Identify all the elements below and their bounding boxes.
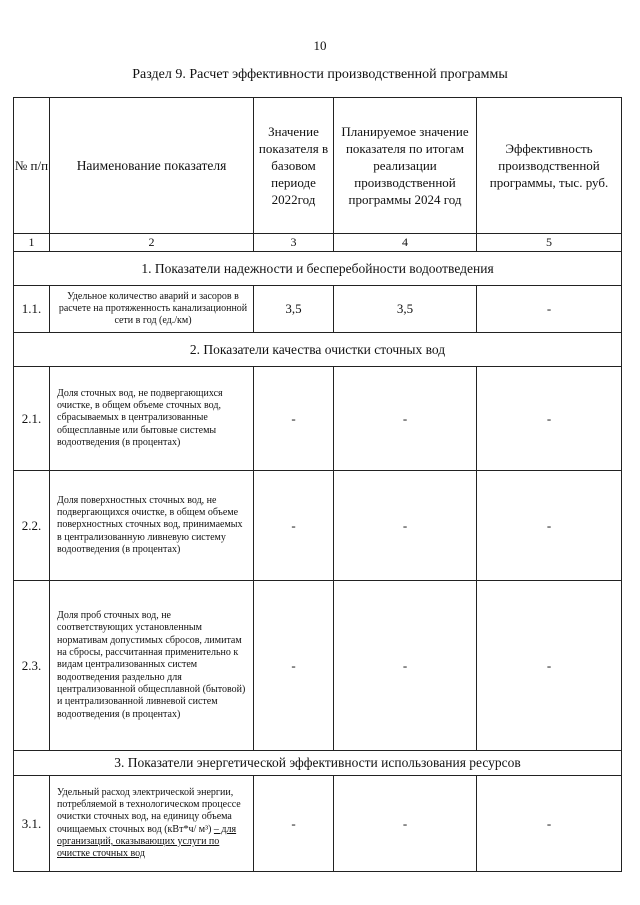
table-row (14, 286, 622, 333)
row-number: 3.1. (14, 776, 50, 872)
column-number-row (14, 234, 622, 252)
row-name-cell (50, 776, 254, 872)
row-name: Доля проб сточных вод, не соответствующих установленным нормативам допустимых сбросов, лимитам на сбросы, рассчитанная применительно к видам централизованных систем водоотведения раздельно для централизованной общесплавной (бытовой) и централизованной ливневой систем водоотведения (в процентах) (50, 581, 254, 751)
row-name: Удельный расход электрической энергии, потребляемой в технологическом процессе очистки сточных вод, на единицу объема очищаемых сточных вод (кВт*ч/ м³) (57, 786, 241, 835)
row-planned-value: - (334, 367, 477, 471)
row-efficiency: - (477, 367, 622, 471)
row-base-value: - (254, 367, 334, 471)
group-title: 3. Показатели энергетической эффективности использования ресурсов (14, 751, 622, 776)
row-base-value: 3,5 (254, 286, 334, 333)
table-row (14, 581, 622, 751)
header-number: № п/п (14, 98, 50, 234)
row-efficiency: - (477, 471, 622, 581)
group-title: 1. Показатели надежности и бесперебойности водоотведения (14, 252, 622, 286)
row-base-value: - (254, 581, 334, 751)
row-base-value: - (254, 776, 334, 872)
group-header-row (14, 333, 622, 367)
table-row (14, 776, 622, 872)
column-number: 1 (14, 234, 50, 252)
row-efficiency: - (477, 776, 622, 872)
row-name: Удельное количество аварий и засоров в расчете на протяженность канализационной сети в год (ед./км) (50, 286, 254, 333)
group-header-row (14, 751, 622, 776)
group-title: 2. Показатели качества очистки сточных вод (14, 333, 622, 367)
row-planned-value: 3,5 (334, 286, 477, 333)
column-number: 2 (50, 234, 254, 252)
table-row (14, 471, 622, 581)
header-base-value: Значение показателя в базовом периоде 2022год (254, 98, 334, 234)
table-header-row (14, 98, 622, 234)
row-efficiency: - (477, 581, 622, 751)
row-number: 1.1. (14, 286, 50, 333)
header-efficiency: Эффективность производственной программы, тыс. руб. (477, 98, 622, 234)
column-number: 3 (254, 234, 334, 252)
table-row (14, 367, 622, 471)
header-planned-value: Планируемое значение показателя по итогам реализации производственной программы 2024 год (334, 98, 477, 234)
efficiency-table (13, 97, 622, 872)
header-name: Наименование показателя (50, 98, 254, 234)
group-header-row (14, 252, 622, 286)
row-name: Доля поверхностных сточных вод, не подвергающихся очистке, в общем объеме поверхностных сточных вод, принимаемых в централизованную ливневую систему водоотведения (в процентах) (50, 471, 254, 581)
column-number: 5 (477, 234, 622, 252)
column-number: 4 (334, 234, 477, 252)
row-efficiency: - (477, 286, 622, 333)
row-planned-value: - (334, 581, 477, 751)
row-number: 2.3. (14, 581, 50, 751)
page-number: 10 (313, 38, 327, 53)
row-name: Доля сточных вод, не подвергающихся очистке, в общем объеме сточных вод, сбрасываемых в централизованные общесплавные или бытовые системы водоотведения (в процентах) (50, 367, 254, 471)
section-title: Раздел 9. Расчет эффективности производственной программы (132, 67, 508, 82)
row-base-value: - (254, 471, 334, 581)
row-name-underlined: – для организаций, оказывающих услуги по очистке сточных вод (57, 823, 237, 860)
row-number: 2.1. (14, 367, 50, 471)
row-planned-value: - (334, 471, 477, 581)
row-number: 2.2. (14, 471, 50, 581)
row-planned-value: - (334, 776, 477, 872)
